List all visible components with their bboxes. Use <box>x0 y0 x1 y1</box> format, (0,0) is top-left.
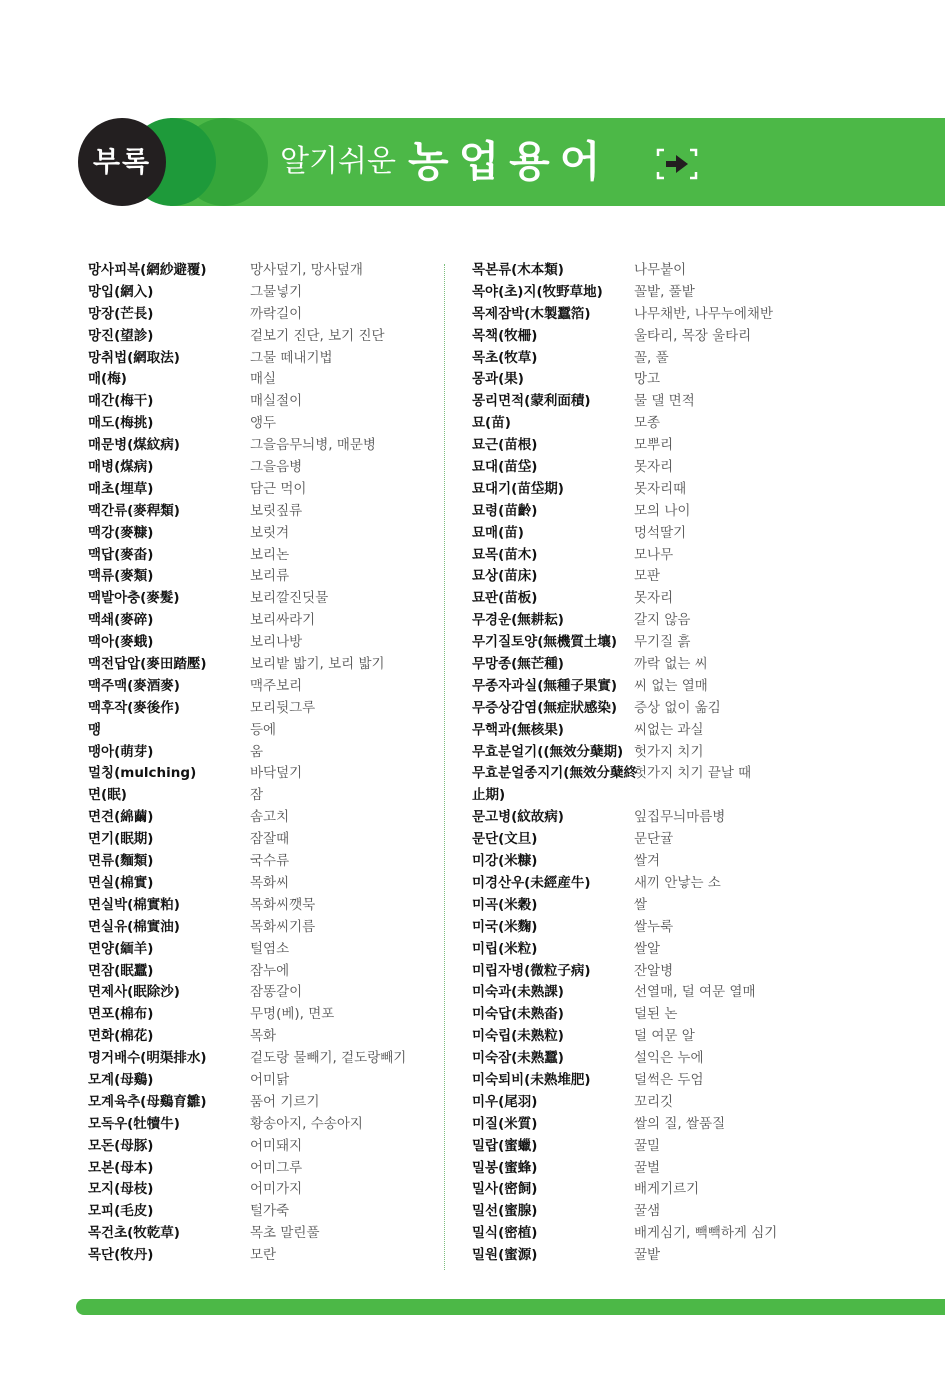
glossary-definition: 등에 <box>250 721 277 738</box>
glossary-definition: 바닥덮기 <box>250 765 303 782</box>
glossary-definition: 겉보기 진단, 보기 진단 <box>250 327 385 344</box>
glossary-definition: 털가죽 <box>250 1203 290 1220</box>
glossary-term: 면류(麵類) <box>88 853 154 870</box>
glossary-term: 면양(緬羊) <box>88 940 154 957</box>
glossary-term: 맹아(萌芽) <box>88 743 154 760</box>
glossary-term: 묘근(苗根) <box>472 437 538 454</box>
glossary-term: 망입(網入) <box>88 283 154 300</box>
glossary-term: 맥답(麥畓) <box>88 546 154 563</box>
glossary-definition: 잠누에 <box>250 962 290 979</box>
glossary-term: 묘목(苗木) <box>472 546 538 563</box>
glossary-definition: 보리류 <box>250 568 290 585</box>
glossary-term: 모돈(母豚) <box>88 1137 154 1154</box>
glossary-term: 면포(棉布) <box>88 1006 154 1023</box>
glossary-definition: 꿀샘 <box>634 1203 661 1220</box>
glossary-term: 면실박(棉實粕) <box>88 896 180 913</box>
glossary-definition: 까락 없는 씨 <box>634 656 708 673</box>
glossary-term: 망장(芒長) <box>88 305 154 322</box>
glossary-term: 묘령(苗齡) <box>472 502 538 519</box>
glossary-term: 맥아(麥蛾) <box>88 634 154 651</box>
glossary-definition: 그물 떼내기법 <box>250 349 333 366</box>
glossary-definition: 모종 <box>634 415 661 432</box>
glossary-definition: 어미가지 <box>250 1181 303 1198</box>
glossary-definition: 쌀알 <box>634 940 661 957</box>
glossary-term: 무종자과실(無種子果實) <box>472 677 618 694</box>
glossary-term: 면화(棉花) <box>88 1028 154 1045</box>
glossary-definition: 못자리때 <box>634 480 687 497</box>
glossary-term: 미곡(米穀) <box>472 896 538 913</box>
glossary-term: 미경산우(未經産牛) <box>472 874 591 891</box>
glossary-definition: 갈지 않음 <box>634 612 691 629</box>
glossary-term: 목건초(牧乾草) <box>88 1225 180 1242</box>
glossary-definition: 잠잘때 <box>250 831 290 848</box>
glossary-term: 묘대(苗垈) <box>472 459 538 476</box>
glossary-term: 목본류(木本類) <box>472 262 564 278</box>
glossary-definition: 매실 <box>250 371 277 388</box>
glossary-term: 맥주맥(麥酒麥) <box>88 677 180 694</box>
glossary-definition: 잠 <box>250 787 264 804</box>
glossary-term: 문단(文旦) <box>472 831 538 848</box>
glossary-definition: 꼴밭, 풀밭 <box>634 283 695 300</box>
glossary-term: 목단(牧丹) <box>88 1247 154 1264</box>
glossary-term: 묘(苗) <box>472 415 511 432</box>
glossary-term: 맥발아충(麥髮) <box>88 590 180 607</box>
glossary-definition: 겉도랑 물빼기, 겉도랑빼기 <box>250 1050 407 1067</box>
glossary-term: 무경운(無耕耘) <box>472 612 564 629</box>
glossary-definition: 꿀밀 <box>634 1137 661 1154</box>
glossary-term: 무증상감염(無症狀感染) <box>472 699 618 716</box>
glossary-definition: 선열매, 덜 여문 열매 <box>634 984 756 1001</box>
glossary-term: 미숙퇴비(未熟堆肥) <box>472 1071 591 1088</box>
glossary-definition: 어미돼지 <box>250 1137 303 1154</box>
glossary-definition: 잎집무늬마름병 <box>634 809 726 826</box>
glossary-definition: 어미닭 <box>250 1071 290 1088</box>
glossary-definition: 국수류 <box>250 853 290 870</box>
glossary-term: 무망종(無芒種) <box>472 656 564 673</box>
glossary-term: 맥류(麥類) <box>88 568 154 585</box>
appendix-badge: 부록 <box>92 145 152 178</box>
glossary-term: 묘대기(苗垈期) <box>472 480 564 497</box>
glossary-definition: 울타리, 목장 울타리 <box>634 327 752 344</box>
glossary-definition: 새끼 안낳는 소 <box>634 874 721 891</box>
glossary-definition: 모의 나이 <box>634 502 691 519</box>
glossary-term: 모계육추(母鷄育雛) <box>88 1093 207 1110</box>
glossary-definition: 보리나방 <box>250 634 303 651</box>
glossary-term: 면(眠) <box>88 787 127 804</box>
glossary-term: 미우(尾羽) <box>472 1093 538 1110</box>
glossary-term: 목제잠박(木製蠶箔) <box>472 305 591 322</box>
glossary-term: 목초(牧草) <box>472 349 538 366</box>
glossary-term: 무효분얼종지기(無效分蘖終 <box>472 765 637 782</box>
glossary-definition: 배게심기, 빽빽하게 심기 <box>634 1225 778 1242</box>
glossary-definition: 망고 <box>634 371 661 388</box>
glossary-term: 무효분얼기((無效分蘖期) <box>472 743 624 760</box>
glossary-definition: 보리싸라기 <box>250 612 316 629</box>
glossary-term: 미숙답(未熟畓) <box>472 1006 564 1023</box>
glossary-definition: 헛가지 치기 끝날 때 <box>634 765 752 782</box>
glossary-term: 면실유(棉實油) <box>88 918 180 935</box>
glossary-term: 맹 <box>88 721 102 738</box>
glossary-definition: 쌀겨 <box>634 853 661 870</box>
glossary-definition: 움 <box>250 743 264 760</box>
glossary-definition: 그을음무늬병, 매문병 <box>250 437 376 454</box>
footer-bar <box>76 1299 945 1315</box>
glossary-term: 몽리면적(蒙利面積) <box>472 393 591 410</box>
glossary-term: 밀봉(蜜蜂) <box>472 1159 538 1176</box>
glossary-definition: 보리깔진딧물 <box>250 590 329 607</box>
glossary-term: 미립(米粒) <box>472 940 538 957</box>
glossary-term: 밀원(蜜源) <box>472 1247 538 1264</box>
glossary-definition: 모뿌리 <box>634 437 674 454</box>
glossary-definition: 앵두 <box>250 415 277 432</box>
glossary-term: 묘매(苗) <box>472 524 524 541</box>
glossary-definition: 담근 먹이 <box>250 480 307 497</box>
glossary-definition: 모리뒷그루 <box>250 699 316 716</box>
glossary-definition: 설익은 누에 <box>634 1050 704 1067</box>
glossary-definition: 꿀밭 <box>634 1247 661 1264</box>
glossary-term: 맥후작(麥後作) <box>88 699 180 716</box>
glossary-term: 미숙과(未熟課) <box>472 984 564 1001</box>
glossary-definition: 모판 <box>634 568 661 585</box>
glossary-definition: 모나무 <box>634 546 674 563</box>
glossary-term: 매문병(煤紋病) <box>88 437 180 454</box>
glossary-definition: 꼴, 풀 <box>634 349 669 366</box>
glossary-term: 모독우(牡犢牛) <box>88 1115 180 1132</box>
glossary-term: 매간(梅干) <box>88 393 154 410</box>
glossary-definition: 배게기르기 <box>634 1181 700 1198</box>
glossary-definition: 씨 없는 열매 <box>634 677 708 694</box>
glossary-definition: 매실절이 <box>250 393 303 410</box>
glossary-definition: 꼬리깃 <box>634 1093 674 1110</box>
glossary-definition: 무명(베), 면포 <box>250 1006 335 1023</box>
glossary-definition: 솜고치 <box>250 809 290 826</box>
glossary-definition: 모란 <box>250 1247 277 1264</box>
glossary-term: 모계(母鷄) <box>88 1071 154 1088</box>
glossary-definition: 그물넣기 <box>250 283 303 300</box>
glossary-definition: 황송아지, 수송아지 <box>250 1115 363 1132</box>
arrow-right-icon <box>656 148 698 180</box>
glossary-definition: 꿀벌 <box>634 1159 661 1176</box>
glossary-definition: 나무붙이 <box>634 262 687 278</box>
glossary-term: 매병(煤病) <box>88 459 154 476</box>
glossary-definition: 씨없는 과실 <box>634 721 704 738</box>
glossary-term: 멀칭(mulching) <box>88 765 197 782</box>
glossary-term: 면실(棉實) <box>88 874 154 891</box>
glossary-term: 모본(母本) <box>88 1159 154 1176</box>
glossary-definition: 보리밭 밟기, 보리 밟기 <box>250 656 385 673</box>
glossary-term: 망사피복(網紗避覆) <box>88 262 207 278</box>
glossary-term: 면기(眠期) <box>88 831 154 848</box>
glossary-term: 미강(米糠) <box>472 853 538 870</box>
glossary-definition: 덜 여문 알 <box>634 1028 695 1045</box>
glossary-term: 밀식(密植) <box>472 1225 538 1242</box>
glossary-term: 맥쇄(麥碎) <box>88 612 154 629</box>
glossary-term: 문고병(紋故病) <box>472 809 564 826</box>
glossary-term: 미질(米質) <box>472 1115 538 1132</box>
glossary-term: 목야(초)지(牧野草地) <box>472 283 603 300</box>
glossary-term: 맥간류(麥稈類) <box>88 502 180 519</box>
glossary-term: 맥전답압(麥田踏壓) <box>88 656 207 673</box>
glossary-term: 묘판(苗板) <box>472 590 538 607</box>
glossary-definition: 품어 기르기 <box>250 1093 320 1110</box>
glossary-term: 면견(綿繭) <box>88 809 154 826</box>
glossary-term: 매도(梅挑) <box>88 415 154 432</box>
glossary-term: 밀사(密飼) <box>472 1181 538 1198</box>
glossary-definition: 목화씨기름 <box>250 918 316 935</box>
glossary-definition: 보릿겨 <box>250 524 290 541</box>
glossary-definition: 목화씨깻묵 <box>250 896 316 913</box>
glossary-term: 모피(毛皮) <box>88 1203 154 1220</box>
glossary-definition: 그을음병 <box>250 459 303 476</box>
glossary-term: 밀선(蜜腺) <box>472 1203 538 1220</box>
column-divider <box>444 264 445 1270</box>
glossary-term: 미숙잠(未熟蠶) <box>472 1050 564 1067</box>
glossary-definition: 덜썩은 두엄 <box>634 1071 704 1088</box>
glossary-term: 면제사(眠除沙) <box>88 984 180 1001</box>
glossary-definition: 목화 <box>250 1028 277 1045</box>
glossary-term: 밀랍(蜜蠟) <box>472 1137 538 1154</box>
glossary-definition: 못자리 <box>634 459 674 476</box>
glossary-definition: 물 댈 면적 <box>634 393 695 410</box>
glossary-definition: 멍석딸기 <box>634 524 687 541</box>
glossary-definition: 망사덮기, 망사덮개 <box>250 262 363 278</box>
glossary-term: 명거배수(明渠排水) <box>88 1050 207 1067</box>
glossary-definition: 까락길이 <box>250 305 303 322</box>
glossary-term: 미국(米麴) <box>472 918 538 935</box>
glossary-term: 미립자병(微粒子病) <box>472 962 591 979</box>
glossary-term: 무기질토양(無機質土壤) <box>472 634 618 651</box>
page-title: 농업용어 <box>408 137 611 186</box>
glossary-term: 무핵과(無核果) <box>472 721 564 738</box>
glossary-definition: 잠똥갈이 <box>250 984 303 1001</box>
glossary-term: 망취법(網取法) <box>88 349 180 366</box>
glossary-definition: 목화씨 <box>250 874 290 891</box>
glossary-term: 면잠(眠蠶) <box>88 962 154 979</box>
glossary-term: 매(梅) <box>88 371 127 388</box>
glossary-definition: 헛가지 치기 <box>634 743 704 760</box>
glossary-term: 止期) <box>472 787 506 804</box>
glossary-definition: 쌀 <box>634 896 648 913</box>
glossary-term: 맥강(麥糠) <box>88 524 154 541</box>
glossary-definition: 보릿짚류 <box>250 502 303 519</box>
glossary-term: 모지(母枝) <box>88 1181 154 1198</box>
glossary-definition: 문단귤 <box>634 831 674 848</box>
glossary-definition: 잔알병 <box>634 962 674 979</box>
glossary-term: 매초(埋草) <box>88 480 154 497</box>
glossary-definition: 맥주보리 <box>250 677 303 694</box>
glossary-definition: 쌀의 질, 쌀품질 <box>634 1115 726 1132</box>
glossary-definition: 보리논 <box>250 546 290 563</box>
glossary-definition: 나무채반, 나무누에채반 <box>634 305 773 322</box>
glossary-term: 망진(望診) <box>88 327 154 344</box>
glossary-definition: 어미그루 <box>250 1159 303 1176</box>
glossary-definition: 덜된 논 <box>634 1006 678 1023</box>
glossary-definition: 목초 말린풀 <box>250 1225 320 1242</box>
glossary-term: 몽과(果) <box>472 371 524 388</box>
glossary-definition: 털염소 <box>250 940 290 957</box>
glossary-definition: 쌀누룩 <box>634 918 674 935</box>
glossary-definition: 못자리 <box>634 590 674 607</box>
glossary-term: 묘상(苗床) <box>472 568 538 585</box>
glossary-term: 미숙립(未熟粒) <box>472 1028 564 1045</box>
glossary-definition: 증상 없이 옮김 <box>634 699 721 716</box>
page-title-light: 알기쉬운 <box>280 144 396 179</box>
glossary-term: 목책(牧柵) <box>472 327 538 344</box>
glossary-definition: 무기질 흙 <box>634 634 691 651</box>
